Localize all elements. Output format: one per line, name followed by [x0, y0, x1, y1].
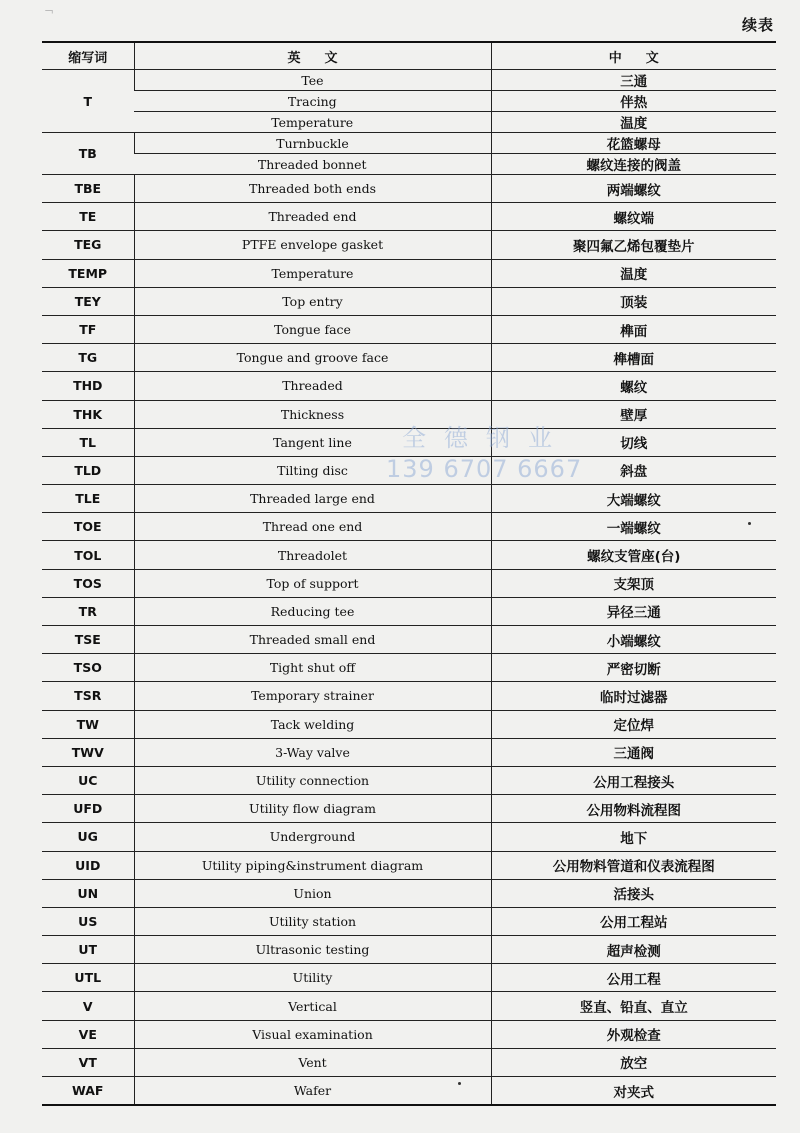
chinese-term-cell: 外观检查 — [491, 1020, 776, 1048]
abbreviation-cell: US — [42, 907, 134, 935]
table-row — [42, 766, 776, 794]
english-term-cell: Threaded end — [134, 203, 491, 231]
abbreviation-cell: UT — [42, 936, 134, 964]
table-row — [42, 428, 776, 456]
chinese-term-cell: 定位焊 — [491, 710, 776, 738]
chinese-term-cell: 两端螺纹 — [491, 175, 776, 203]
table-row — [42, 203, 776, 231]
page-corner-mark: ¬ — [44, 4, 55, 18]
table-row — [42, 372, 776, 400]
english-term-cell: Tongue face — [134, 315, 491, 343]
abbreviation-cell: TSE — [42, 626, 134, 654]
table-row — [42, 738, 776, 766]
header-english: 英文 — [134, 42, 491, 70]
abbreviation-cell: TEG — [42, 231, 134, 259]
speck-dot — [458, 1082, 461, 1085]
abbreviation-cell: TLD — [42, 456, 134, 484]
abbreviation-cell: THK — [42, 400, 134, 428]
table-row — [42, 851, 776, 879]
chinese-term-cell: 伴热 — [491, 91, 776, 112]
table-row — [42, 626, 776, 654]
english-term-cell: Utility flow diagram — [134, 795, 491, 823]
table-row — [42, 541, 776, 569]
english-term-cell: Thickness — [134, 400, 491, 428]
chinese-term-cell: 严密切断 — [491, 654, 776, 682]
table-row — [42, 710, 776, 738]
table-row — [42, 992, 776, 1020]
table-row — [42, 344, 776, 372]
page-label: 续表 — [741, 16, 774, 34]
abbreviation-cell: TSR — [42, 682, 134, 710]
table-row — [42, 1020, 776, 1048]
chinese-term-cell: 公用物料流程图 — [491, 795, 776, 823]
chinese-term-cell: 支架顶 — [491, 569, 776, 597]
english-term-cell: Ultrasonic testing — [134, 936, 491, 964]
abbreviation-cell: TOE — [42, 513, 134, 541]
abbreviation-cell: VE — [42, 1020, 134, 1048]
abbreviation-cell: TEMP — [42, 259, 134, 287]
chinese-term-cell: 顶装 — [491, 287, 776, 315]
english-term-cell: Underground — [134, 823, 491, 851]
chinese-term-cell: 三通 — [491, 70, 776, 91]
english-term-cell: Threaded — [134, 372, 491, 400]
abbreviation-cell: TOS — [42, 569, 134, 597]
chinese-term-cell: 公用工程站 — [491, 907, 776, 935]
chinese-term-cell: 斜盘 — [491, 456, 776, 484]
table-row — [42, 936, 776, 964]
header-abbreviation: 缩写词 — [42, 42, 134, 70]
header-chinese: 中文 — [491, 42, 776, 70]
watermark-phone: 139 6707 6667 — [386, 455, 583, 483]
chinese-term-cell: 壁厚 — [491, 400, 776, 428]
chinese-term-cell: 螺纹支管座(台) — [491, 541, 776, 569]
english-term-cell: Reducing tee — [134, 597, 491, 625]
chinese-term-cell: 榫面 — [491, 315, 776, 343]
abbreviation-cell: TL — [42, 428, 134, 456]
chinese-term-cell: 切线 — [491, 428, 776, 456]
chinese-term-cell: 公用工程接头 — [491, 766, 776, 794]
table-row — [42, 456, 776, 484]
abbreviation-cell: TB — [42, 133, 134, 175]
table-body — [42, 70, 776, 1106]
table-row — [42, 315, 776, 343]
chinese-term-cell: 螺纹 — [491, 372, 776, 400]
table-row — [42, 133, 776, 154]
watermark-company: 全德钢业 — [402, 424, 570, 452]
chinese-term-cell: 异径三通 — [491, 597, 776, 625]
chinese-term-cell: 竖直、铅直、直立 — [491, 992, 776, 1020]
english-term-cell: Tee — [134, 70, 491, 91]
chinese-term-cell: 超声检测 — [491, 936, 776, 964]
chinese-term-cell: 公用物料管道和仪表流程图 — [491, 851, 776, 879]
table-row — [42, 91, 776, 112]
english-term-cell: Tangent line — [134, 428, 491, 456]
english-term-cell: Thread one end — [134, 513, 491, 541]
english-term-cell: Threaded large end — [134, 485, 491, 513]
english-term-cell: Top of support — [134, 569, 491, 597]
table-row — [42, 112, 776, 133]
chinese-term-cell: 活接头 — [491, 879, 776, 907]
english-term-cell: Top entry — [134, 287, 491, 315]
table-row — [42, 654, 776, 682]
english-term-cell: Temperature — [134, 112, 491, 133]
abbreviation-cell: TOL — [42, 541, 134, 569]
chinese-term-cell: 放空 — [491, 1048, 776, 1076]
abbreviation-cell: TSO — [42, 654, 134, 682]
table-header-row — [42, 42, 776, 70]
english-term-cell: Threaded small end — [134, 626, 491, 654]
chinese-term-cell: 聚四氟乙烯包覆垫片 — [491, 231, 776, 259]
abbreviation-cell: UC — [42, 766, 134, 794]
table-row — [42, 287, 776, 315]
table-row — [42, 259, 776, 287]
abbreviation-cell: VT — [42, 1048, 134, 1076]
table-row — [42, 513, 776, 541]
table-row — [42, 823, 776, 851]
chinese-term-cell: 一端螺纹 — [491, 513, 776, 541]
abbreviation-cell: TLE — [42, 485, 134, 513]
abbreviation-cell: THD — [42, 372, 134, 400]
english-term-cell: Visual examination — [134, 1020, 491, 1048]
english-term-cell: Utility station — [134, 907, 491, 935]
table-row — [42, 1048, 776, 1076]
table-row — [42, 795, 776, 823]
abbreviation-cell: TE — [42, 203, 134, 231]
abbreviation-cell: TF — [42, 315, 134, 343]
table-row — [42, 907, 776, 935]
english-term-cell: Threaded both ends — [134, 175, 491, 203]
table-row — [42, 400, 776, 428]
abbreviation-table — [42, 41, 776, 1106]
english-term-cell: Tack welding — [134, 710, 491, 738]
table-row — [42, 1077, 776, 1106]
abbreviation-cell: TR — [42, 597, 134, 625]
english-term-cell: Utility — [134, 964, 491, 992]
english-term-cell: Tilting disc — [134, 456, 491, 484]
english-term-cell: Wafer — [134, 1077, 491, 1106]
table-row — [42, 154, 776, 175]
chinese-term-cell: 对夹式 — [491, 1077, 776, 1106]
english-term-cell: 3-Way valve — [134, 738, 491, 766]
table-row — [42, 569, 776, 597]
chinese-term-cell: 公用工程 — [491, 964, 776, 992]
table-row — [42, 175, 776, 203]
english-term-cell: Threaded bonnet — [134, 154, 491, 175]
abbreviation-cell: UFD — [42, 795, 134, 823]
english-term-cell: Tracing — [134, 91, 491, 112]
table-row — [42, 879, 776, 907]
abbreviation-cell: TG — [42, 344, 134, 372]
english-term-cell: Tight shut off — [134, 654, 491, 682]
chinese-term-cell: 大端螺纹 — [491, 485, 776, 513]
abbreviation-cell: TBE — [42, 175, 134, 203]
chinese-term-cell: 临时过滤器 — [491, 682, 776, 710]
english-term-cell: Union — [134, 879, 491, 907]
abbreviation-cell: UN — [42, 879, 134, 907]
abbreviation-cell: TW — [42, 710, 134, 738]
table-row — [42, 964, 776, 992]
chinese-term-cell: 三通阀 — [491, 738, 776, 766]
english-term-cell: Turnbuckle — [134, 133, 491, 154]
chinese-term-cell: 螺纹连接的阀盖 — [491, 154, 776, 175]
english-term-cell: Temperature — [134, 259, 491, 287]
speck-dot — [748, 522, 751, 525]
abbreviation-cell: UTL — [42, 964, 134, 992]
english-term-cell: Tongue and groove face — [134, 344, 491, 372]
abbreviation-cell: UID — [42, 851, 134, 879]
chinese-term-cell: 榫槽面 — [491, 344, 776, 372]
chinese-term-cell: 地下 — [491, 823, 776, 851]
english-term-cell: Threadolet — [134, 541, 491, 569]
abbreviation-cell: T — [42, 70, 134, 133]
chinese-term-cell: 温度 — [491, 259, 776, 287]
english-term-cell: PTFE envelope gasket — [134, 231, 491, 259]
table-row — [42, 231, 776, 259]
abbreviation-cell: UG — [42, 823, 134, 851]
english-term-cell: Vent — [134, 1048, 491, 1076]
english-term-cell: Utility connection — [134, 766, 491, 794]
chinese-term-cell: 螺纹端 — [491, 203, 776, 231]
chinese-term-cell: 花篮螺母 — [491, 133, 776, 154]
chinese-term-cell: 小端螺纹 — [491, 626, 776, 654]
table-row — [42, 597, 776, 625]
table-row — [42, 682, 776, 710]
english-term-cell: Temporary strainer — [134, 682, 491, 710]
abbreviation-cell: TWV — [42, 738, 134, 766]
english-term-cell: Utility piping&instrument diagram — [134, 851, 491, 879]
abbreviation-cell: WAF — [42, 1077, 134, 1106]
english-term-cell: Vertical — [134, 992, 491, 1020]
table-row — [42, 485, 776, 513]
table-row — [42, 70, 776, 91]
abbreviation-cell: TEY — [42, 287, 134, 315]
chinese-term-cell: 温度 — [491, 112, 776, 133]
abbreviation-cell: V — [42, 992, 134, 1020]
